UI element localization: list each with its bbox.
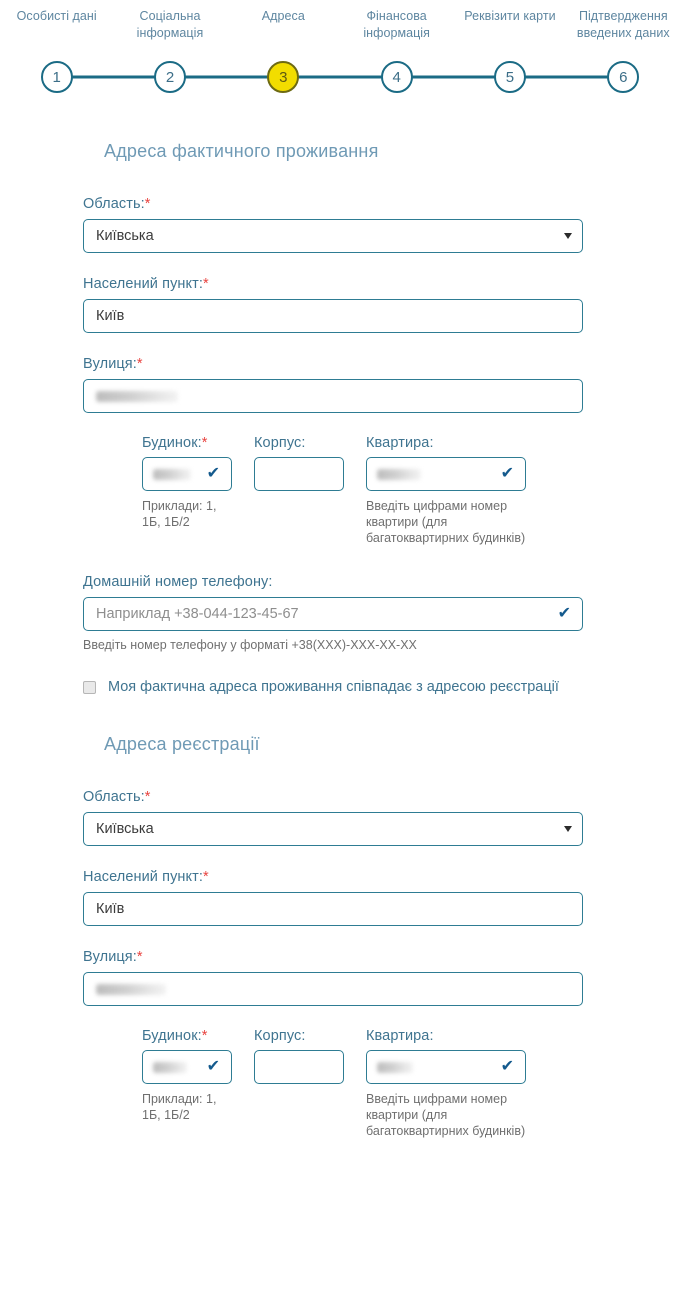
field-actual-phone	[0, 574, 680, 653]
actual-address-house-row	[0, 435, 680, 546]
label-registration-street: Вулиця:*	[83, 949, 143, 965]
input-registration-locality-value: Київ	[96, 901, 125, 917]
input-actual-house[interactable]	[142, 457, 232, 491]
input-actual-locality[interactable]	[83, 299, 583, 333]
field-registration-region	[0, 789, 680, 846]
required-marker: *	[144, 789, 151, 805]
same-address-checkbox[interactable]	[83, 681, 96, 694]
step-label-1: Особисті дані	[16, 9, 97, 23]
input-actual-locality-value: Київ	[96, 308, 125, 324]
redacted-value	[153, 469, 191, 480]
required-marker: *	[136, 949, 143, 965]
hint-actual-phone: Введіть номер телефону у форматі +38(XXX)-XXX-XX-XX	[83, 638, 417, 652]
redacted-value	[96, 391, 178, 402]
input-registration-street[interactable]	[83, 972, 583, 1006]
hint-registration-house: Приклади: 1, 1Б, 1Б/2	[142, 1092, 217, 1122]
label-actual-region: Область:*	[83, 196, 151, 212]
select-actual-region[interactable]	[83, 219, 583, 253]
field-actual-flat	[366, 435, 526, 546]
hint-registration-flat: Введіть цифрами номер квартири (для багатоквартирних будинків)	[366, 1092, 526, 1138]
step-node-4[interactable]	[340, 54, 453, 100]
label-registration-house: Будинок:*	[142, 1028, 208, 1044]
field-registration-house	[142, 1028, 232, 1123]
step-circle-1[interactable]: 1	[41, 61, 73, 93]
actual-address-title: Адреса фактичного проживання	[104, 141, 379, 161]
required-marker: *	[136, 356, 143, 372]
required-marker: *	[203, 276, 209, 292]
registration-address-house-row	[0, 1028, 680, 1139]
check-icon: ✔	[557, 605, 571, 622]
step-label-2: Соціальна інформація	[136, 9, 204, 40]
input-actual-flat[interactable]	[366, 457, 526, 491]
select-registration-region-value: Київська	[96, 821, 154, 837]
input-actual-phone-placeholder: Наприклад +38-044-123-45-67	[96, 606, 299, 622]
redacted-value	[96, 984, 166, 995]
chevron-down-icon	[564, 826, 572, 832]
input-actual-phone[interactable]	[83, 597, 583, 631]
redacted-value	[153, 1062, 187, 1073]
registration-address-section	[0, 734, 680, 1139]
label-registration-region: Область:*	[83, 789, 151, 805]
input-registration-block[interactable]	[254, 1050, 344, 1084]
step-circle-2[interactable]: 2	[154, 61, 186, 93]
step-label-3: Адреса	[261, 9, 305, 23]
label-actual-house: Будинок:*	[142, 435, 208, 451]
field-registration-street	[0, 949, 680, 1006]
step-node-6[interactable]	[567, 54, 680, 100]
check-icon: ✔	[206, 1058, 220, 1075]
input-registration-flat[interactable]	[366, 1050, 526, 1084]
step-label-4: Фінансова інформація	[363, 9, 430, 40]
field-actual-block	[254, 435, 344, 491]
field-registration-locality	[0, 869, 680, 926]
step-circle-6[interactable]: 6	[607, 61, 639, 93]
same-address-checkbox-label: Моя фактична адреса проживання співпадає з адресою реєстрації	[108, 679, 559, 695]
label-registration-locality: Населений пункт:*	[83, 869, 209, 885]
step-node-1[interactable]	[0, 54, 113, 100]
required-marker: *	[203, 869, 209, 885]
stepper-labels	[0, 8, 680, 54]
hint-actual-flat: Введіть цифрами номер квартири (для багатоквартирних будинків)	[366, 499, 526, 545]
same-address-checkbox-row[interactable]	[0, 677, 680, 698]
step-circle-5[interactable]: 5	[494, 61, 526, 93]
progress-stepper	[0, 0, 680, 105]
field-actual-street	[0, 356, 680, 413]
select-actual-region-value: Київська	[96, 228, 154, 244]
field-registration-flat	[366, 1028, 526, 1139]
registration-address-title: Адреса реєстрації	[104, 734, 260, 754]
input-registration-locality[interactable]	[83, 892, 583, 926]
label-registration-flat: Квартира:	[366, 1028, 434, 1044]
input-actual-street[interactable]	[83, 379, 583, 413]
step-node-3[interactable]	[227, 54, 340, 100]
step-label-5: Реквізити карти	[464, 9, 556, 23]
check-icon: ✔	[206, 465, 220, 482]
label-actual-block: Корпус:	[254, 435, 306, 451]
label-actual-locality: Населений пункт:*	[83, 276, 209, 292]
step-circle-3[interactable]: 3	[267, 61, 299, 93]
field-actual-locality	[0, 276, 680, 333]
step-node-2[interactable]	[113, 54, 226, 100]
redacted-value	[377, 469, 421, 480]
step-node-5[interactable]	[453, 54, 566, 100]
input-registration-house[interactable]	[142, 1050, 232, 1084]
label-actual-flat: Квартира:	[366, 435, 434, 451]
hint-actual-house: Приклади: 1, 1Б, 1Б/2	[142, 499, 217, 529]
required-marker: *	[201, 1028, 208, 1044]
redacted-value	[377, 1062, 413, 1073]
field-actual-house	[142, 435, 232, 530]
step-circle-4[interactable]: 4	[381, 61, 413, 93]
required-marker: *	[201, 435, 208, 451]
check-icon: ✔	[500, 465, 514, 482]
actual-address-section	[0, 141, 680, 698]
required-marker: *	[144, 196, 151, 212]
step-label-6: Підтвердження введених даних	[576, 9, 670, 40]
label-registration-block: Корпус:	[254, 1028, 306, 1044]
select-registration-region[interactable]	[83, 812, 583, 846]
input-actual-block[interactable]	[254, 457, 344, 491]
field-registration-block	[254, 1028, 344, 1084]
label-actual-street: Вулиця:*	[83, 356, 143, 372]
field-actual-region	[0, 196, 680, 253]
chevron-down-icon	[564, 233, 572, 239]
label-actual-phone: Домашній номер телефону:	[83, 574, 273, 590]
stepper-circles	[0, 54, 680, 100]
check-icon: ✔	[500, 1058, 514, 1075]
